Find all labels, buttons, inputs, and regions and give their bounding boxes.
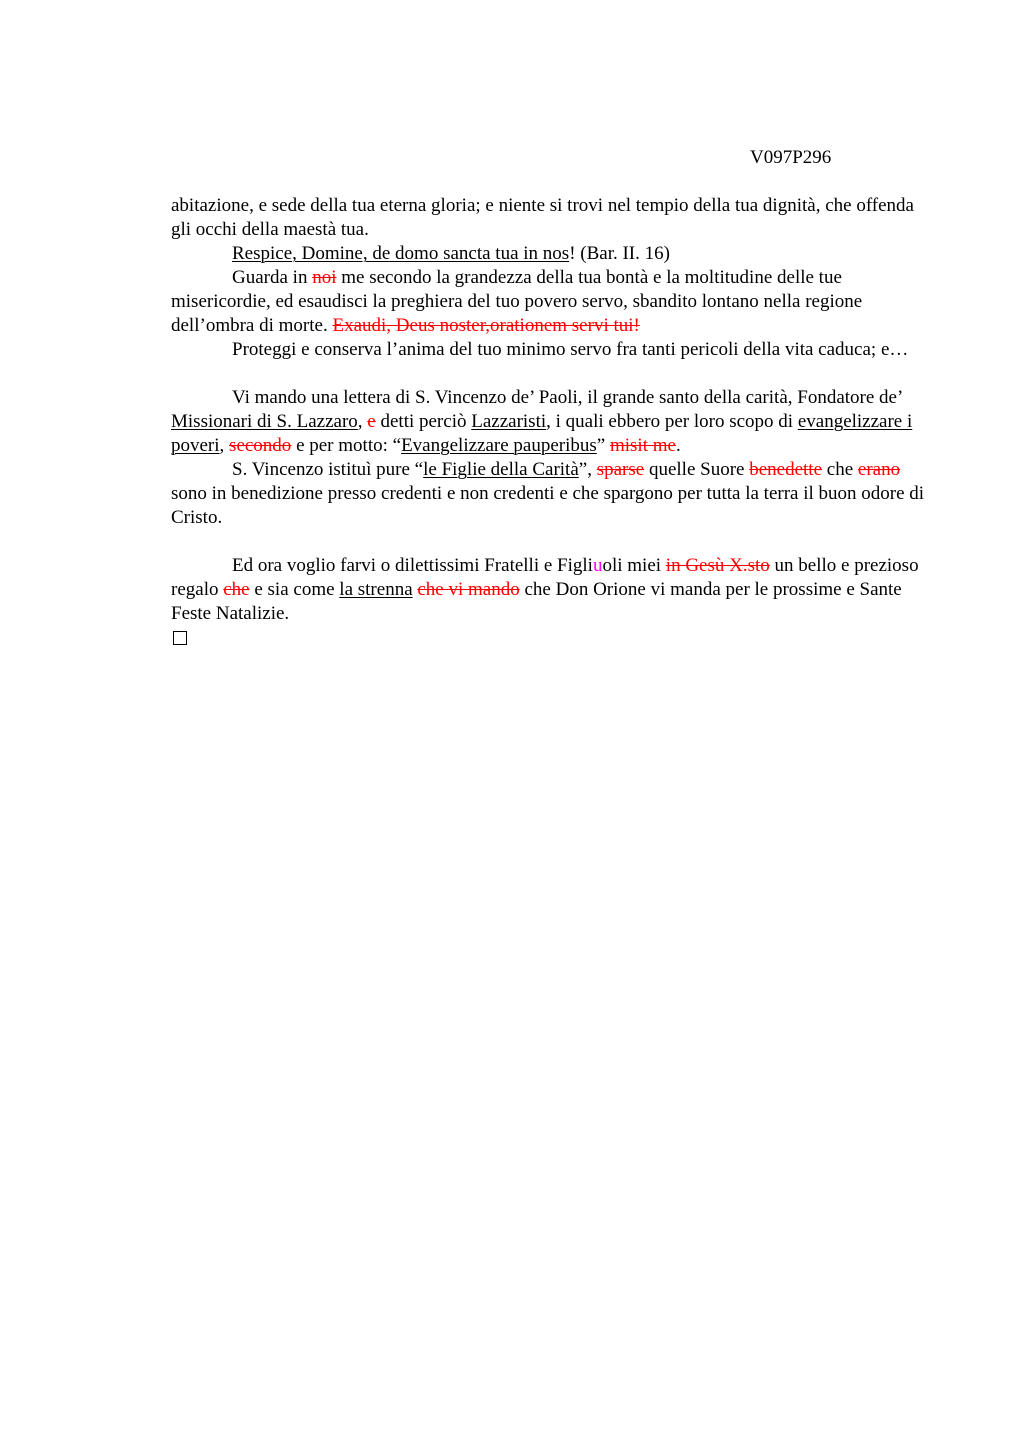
deleted-text: che: [223, 579, 250, 600]
text-run: detti perciò: [375, 411, 472, 432]
latin-quote: Respice, Domine, de domo sancta tua in nos: [232, 243, 570, 264]
paragraph-gap: [171, 530, 926, 554]
deleted-text: sparse: [596, 459, 645, 480]
text-run: .: [675, 435, 681, 456]
deleted-text: secondo: [229, 435, 292, 456]
text-run: che: [822, 459, 858, 480]
deleted-text: noi: [312, 267, 337, 288]
text-run: Vi mando una lettera di S. Vincenzo de’ Paoli, il grande santo della carità, Fondatore de’: [232, 387, 902, 408]
text-run: ,: [357, 411, 368, 432]
underlined-text: evangelizzare i poveri: [171, 411, 913, 456]
text-run: ,: [219, 435, 230, 456]
text-run: me secondo la grandezza della tua bontà e la moltitudine delle tue misericordie, ed esaudisci la preghiera del tuo povero servo, sbandito lontano nella regione dell’ombra di morte.: [171, 267, 863, 336]
text-run: , i quali ebbero per loro scopo di: [546, 411, 798, 432]
deleted-text: Exaudi, Deus noster,orationem servi tui!: [332, 315, 640, 336]
underlined-text: le Figlie della Carità: [423, 459, 579, 480]
text-run: S. Vincenzo istituì pure “: [232, 459, 424, 480]
inserted-text: u: [592, 555, 603, 576]
underlined-text: Evangelizzare pauperibus: [401, 435, 597, 456]
text-run: che Don Orione vi manda per le prossime e Sante Feste Natalizie.: [171, 579, 902, 624]
paragraph-gap: [171, 362, 926, 386]
bible-reference: ! (Bar. II. 16): [569, 243, 670, 264]
text-run: ”: [596, 435, 610, 456]
underlined-text: la strenna: [339, 579, 413, 600]
square-icon: [173, 631, 187, 645]
deleted-text: benedette: [749, 459, 823, 480]
paragraph-1: abitazione, e sede della tua eterna gloria; e niente si trovi nel tempio della tua dignità, che offenda gli occhi della maestà tua.: [171, 195, 914, 240]
text-run: e sia come: [249, 579, 340, 600]
underlined-text: Missionari di S. Lazzaro: [171, 411, 358, 432]
text-run: un bello e prezioso regalo: [171, 555, 919, 600]
page-identifier: V097P296: [750, 147, 832, 168]
deleted-text: erano: [857, 459, 901, 480]
deleted-text: che vi mando: [417, 579, 520, 600]
paragraph-3: [171, 266, 926, 338]
empty-box-glyph: [171, 626, 926, 652]
underlined-text: Lazzaristi: [471, 411, 547, 432]
document-body: [171, 194, 926, 652]
text-run: e per motto: “: [291, 435, 402, 456]
text-run: sono in benedizione presso credenti e non credenti e che spargono per tutta la terra il buon odore di Cristo.: [171, 483, 925, 528]
text-run: Guarda in: [232, 267, 313, 288]
text-run: ”,: [578, 459, 597, 480]
paragraph-6: [171, 458, 926, 530]
deleted-text: in Gesù X.sto: [665, 555, 770, 576]
text-run: oli miei: [602, 555, 666, 576]
paragraph-4: Proteggi e conserva l’anima del tuo minimo servo fra tanti pericoli della vita caduca; e…: [232, 339, 909, 360]
deleted-text: misit me: [609, 435, 676, 456]
paragraph-5: [171, 386, 926, 458]
paragraph-2-quote: [171, 242, 926, 266]
deleted-text: e: [367, 411, 376, 432]
paragraph-7: [171, 554, 926, 626]
text-run: Ed ora voglio farvi o dilettissimi Fratelli e Figli: [232, 555, 593, 576]
text-run: quelle Suore: [644, 459, 750, 480]
